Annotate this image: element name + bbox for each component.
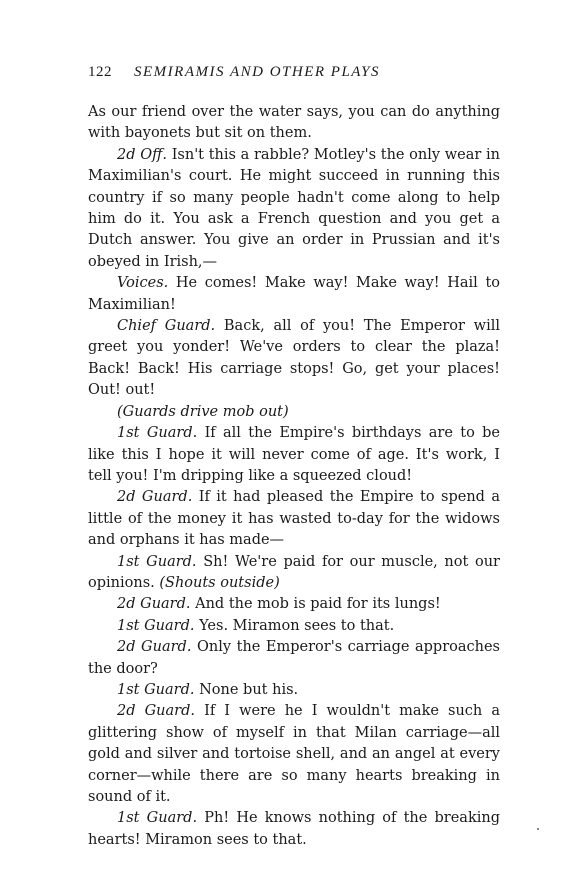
- speech-text: Only the Emperor's carriage approaches the door?: [88, 639, 501, 677]
- paragraph: [88, 402, 500, 423]
- speech-text: None but his.: [199, 681, 299, 698]
- paragraph: [88, 808, 500, 851]
- stage-direction: (Guards drive mob out): [117, 403, 289, 420]
- paragraph: [88, 273, 500, 316]
- paragraph: [88, 616, 500, 637]
- paragraph: [88, 552, 500, 595]
- page-number: 122: [88, 64, 112, 80]
- paragraph: [88, 701, 500, 808]
- book-title: SEMIRAMIS AND OTHER PLAYS: [134, 64, 380, 80]
- speaker-name: 2d Off.: [117, 146, 167, 163]
- paragraph: [88, 145, 500, 273]
- speaker-name: 1st Guard.: [117, 553, 197, 570]
- speech-text: He comes! Make way! Make way! Hail to Maximilian!: [88, 275, 500, 313]
- running-head: [88, 64, 508, 81]
- speech-text: Sh! We're paid for our muscle, not our opinions.: [88, 553, 500, 591]
- stage-direction: (Shouts outside): [159, 574, 280, 591]
- play-text: [88, 102, 500, 851]
- paragraph: [88, 316, 500, 402]
- speech-text: Isn't this a rabble? Motley's the only wear in Maximilian's court. He might succeed in running this country if so many people hadn't come along to help him do it. You ask a French question and you get a Dutch answer. You give an order in Prussian and it's obeyed in Irish,—: [88, 146, 501, 270]
- paragraph: [88, 423, 500, 487]
- speaker-name: 2d Guard.: [117, 596, 191, 613]
- paragraph: [88, 637, 500, 680]
- speaker-name: Voices.: [117, 275, 169, 292]
- speaker-name: 1st Guard.: [117, 425, 198, 442]
- speaker-name: 2d Guard.: [117, 639, 192, 656]
- speech-text: If I were he I wouldn't make such a glittering show of myself in that Milan carriage—all gold and silver and tortoise shell, and an angel at every corner—while there are so many hearts breaking in sound of it.: [88, 703, 501, 805]
- paragraph: [88, 487, 500, 551]
- paragraph: [88, 594, 500, 615]
- speech-text: And the mob is paid for its lungs!: [195, 596, 441, 613]
- speaker-name: 2d Guard.: [117, 489, 193, 506]
- speech-text: If it had pleased the Empire to spend a little of the money it has wasted to-day for the widows and orphans it has made—: [88, 489, 500, 549]
- speaker-name: 1st Guard.: [117, 681, 195, 698]
- paragraph: [88, 102, 500, 145]
- print-speck: [537, 828, 539, 830]
- speaker-name: Chief Guard.: [117, 318, 216, 335]
- speaker-name: 2d Guard.: [117, 703, 195, 720]
- speaker-name: 1st Guard.: [117, 617, 195, 634]
- speech-text: As our friend over the water says, you can do anything with bayonets but sit on them.: [88, 104, 500, 142]
- speech-text: Ph! He knows nothing of the breaking hearts! Miramon sees to that.: [88, 810, 500, 848]
- speech-text: Back, all of you! The Emperor will greet you yonder! We've orders to clear the plaza! Back! Back! His carriage stops! Go, get your places! Out! out!: [88, 318, 500, 399]
- speaker-name: 1st Guard.: [117, 810, 198, 827]
- speech-text: If all the Empire's birthdays are to be like this I hope it will never come of age. It's work, I tell you! I'm dripping like a squeezed cloud!: [88, 425, 501, 484]
- speech-text: Yes. Miramon sees to that.: [199, 617, 395, 634]
- paragraph: [88, 680, 500, 701]
